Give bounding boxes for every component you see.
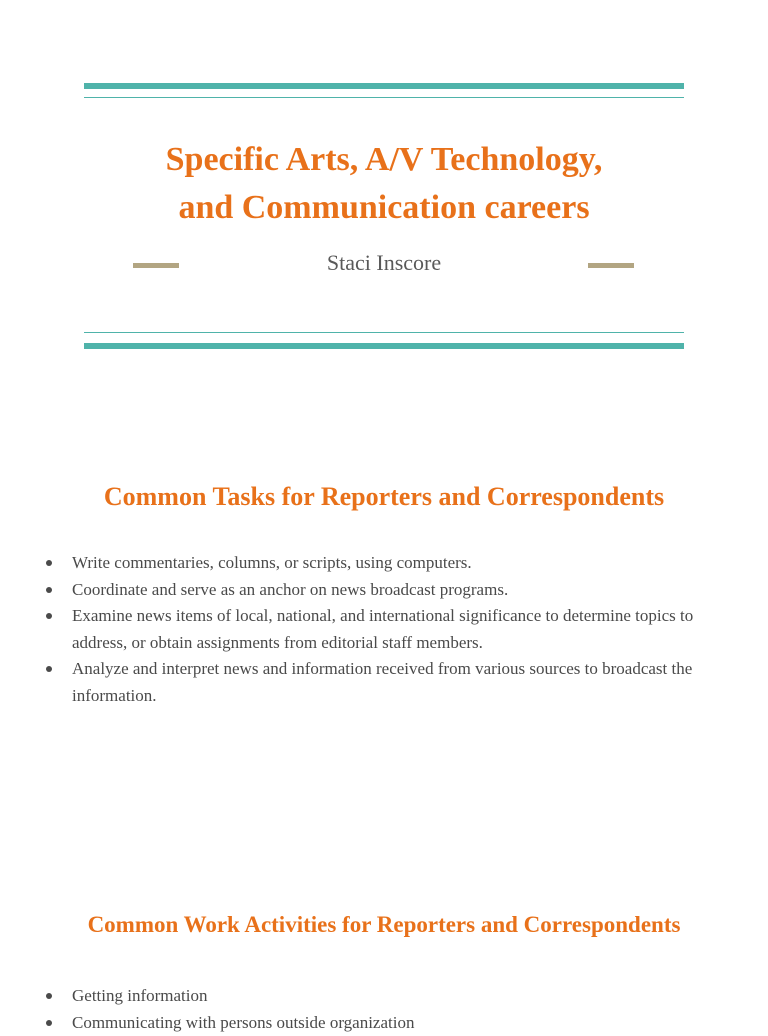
- bottom-teal-thin-rule: [84, 332, 684, 333]
- bullet-icon: [46, 1020, 52, 1026]
- bullet-icon: [46, 560, 52, 566]
- bottom-teal-rule: [84, 343, 684, 349]
- tasks-slide: [0, 430, 768, 850]
- activities-heading: Common Work Activities for Reporters and Correspondents: [0, 912, 768, 938]
- title-slide: [0, 0, 768, 400]
- slide-title: [0, 136, 768, 232]
- bullet-icon: [46, 993, 52, 999]
- list-item: Coordinate and serve as an anchor on news broadcast programs.: [44, 577, 734, 604]
- right-tan-dash: [588, 263, 634, 268]
- list-item: Analyze and interpret news and information received from various sources to broadcast the information.: [44, 656, 734, 709]
- bullet-icon: [46, 587, 52, 593]
- activities-slide: [0, 856, 768, 1024]
- bullet-icon: [46, 613, 52, 619]
- list-item: Examine news items of local, national, and international significance to determine topics to address, or obtain assignments from editorial staff members.: [44, 603, 734, 656]
- list-item: Getting information: [44, 983, 734, 1010]
- bullet-icon: [46, 666, 52, 672]
- top-teal-rule: [84, 83, 684, 89]
- title-line-1: Specific Arts, A/V Technology,: [0, 136, 768, 184]
- tasks-heading: Common Tasks for Reporters and Correspondents: [0, 482, 768, 512]
- top-teal-thin-rule: [84, 97, 684, 98]
- tasks-list: [44, 550, 734, 709]
- list-item: Write commentaries, columns, or scripts, using computers.: [44, 550, 734, 577]
- list-item: Communicating with persons outside organization: [44, 1010, 734, 1036]
- title-line-2: and Communication careers: [0, 184, 768, 232]
- author-name: Staci Inscore: [0, 250, 768, 276]
- activities-list: [44, 983, 734, 1036]
